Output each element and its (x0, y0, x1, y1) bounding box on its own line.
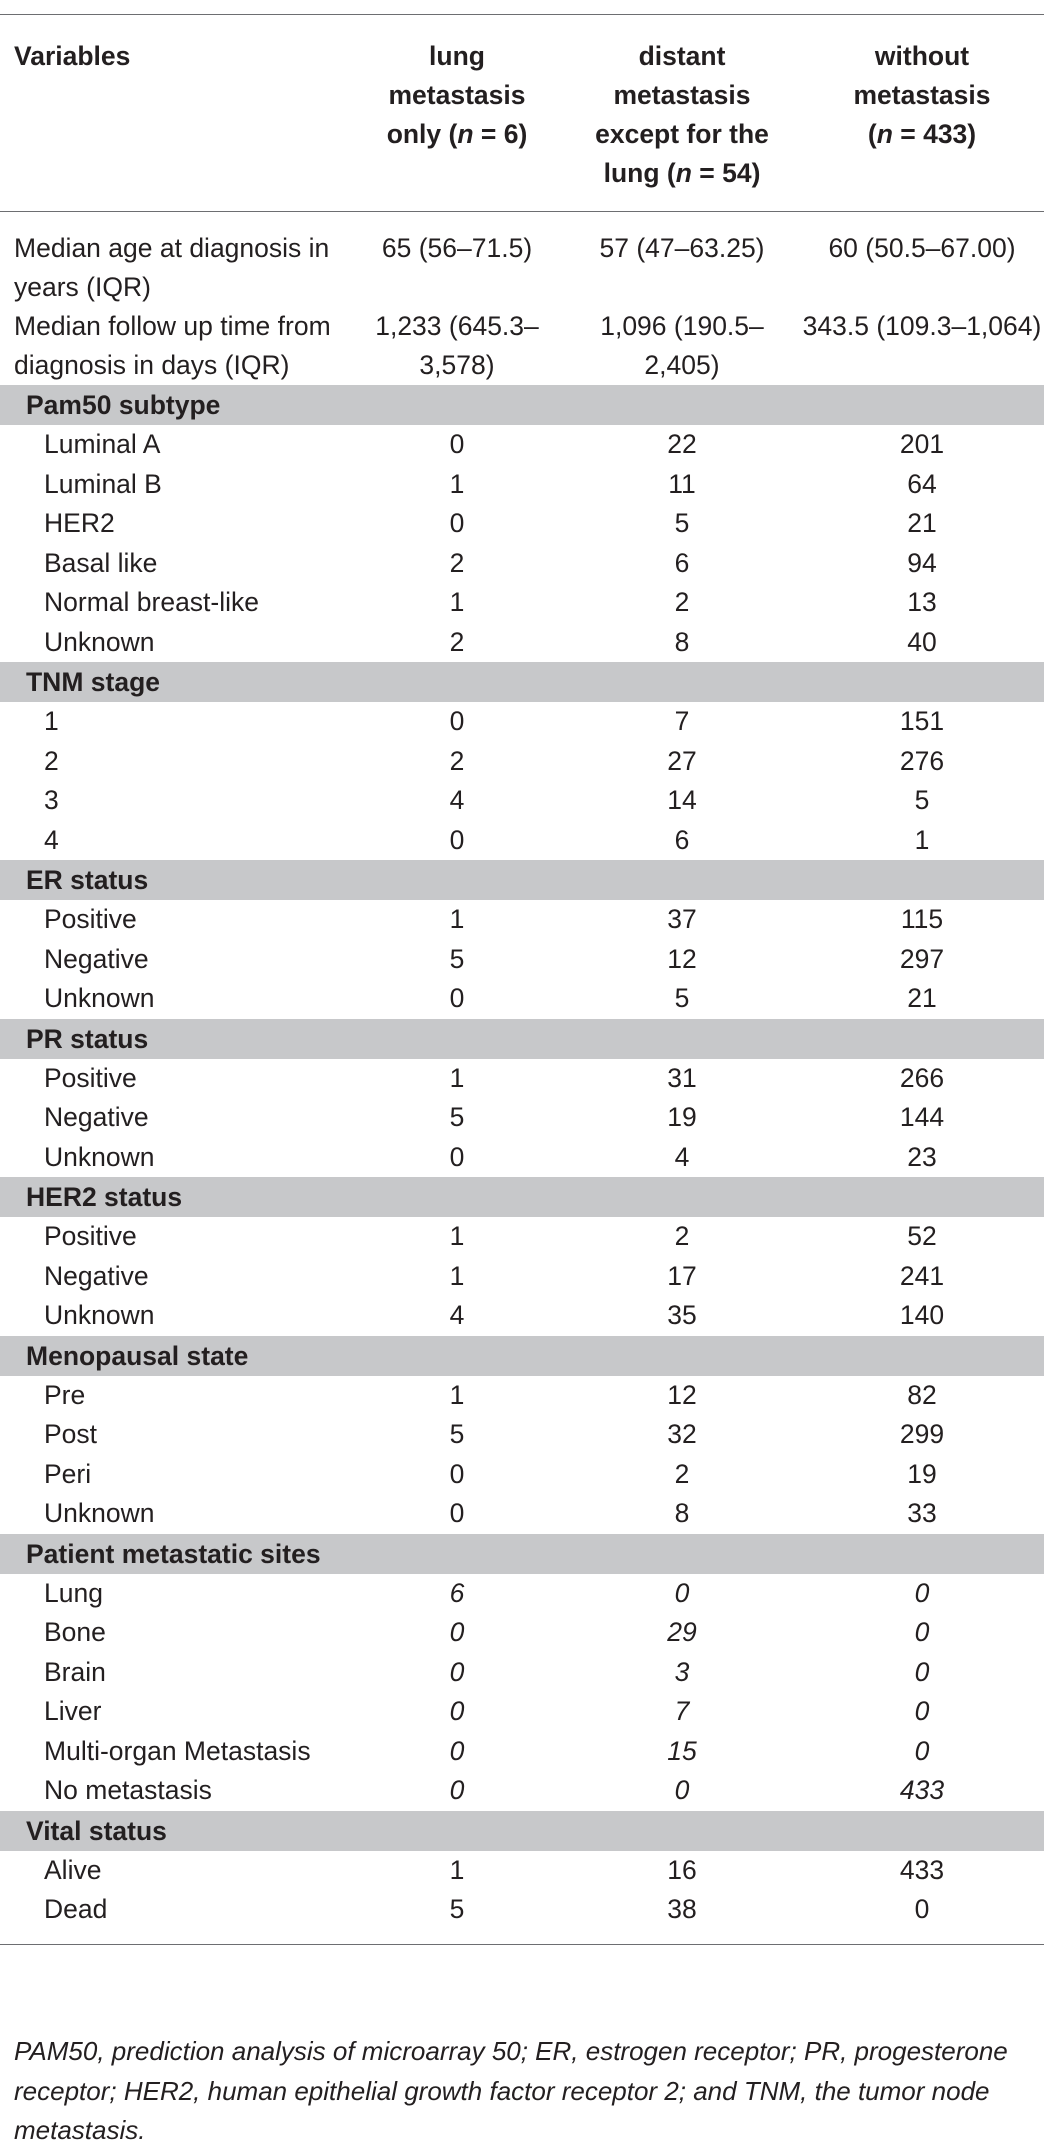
cell-lung-only: 1 (449, 468, 465, 499)
section-header-row (0, 1336, 1044, 1376)
cell-lung-only: 2 (449, 745, 465, 776)
cell-lung-only: 0 (449, 429, 465, 459)
cell-without: 266 (899, 1062, 945, 1093)
row-label: Negative (44, 943, 149, 974)
header-lung-only-line: only (n = 6) (386, 119, 528, 149)
cell-lung-only: 1 (449, 904, 465, 934)
cell-lung-only: 0 (449, 1617, 465, 1647)
table-row (0, 1455, 1044, 1495)
cell-lung-only: 5 (449, 1419, 465, 1449)
cell-without: 297 (899, 943, 945, 974)
cell-without: 60 (50.5–67.00) (828, 233, 1016, 263)
row-label: Multi-organ Metastasis (44, 1735, 311, 1766)
cell-lung-only: 0 (449, 983, 465, 1013)
row-label: Brain (44, 1656, 106, 1687)
cell-distant: 2 (674, 1221, 690, 1251)
cell-lung-only: 4 (449, 1300, 465, 1330)
table-row (0, 1653, 1044, 1693)
row-label: Unknown (44, 1498, 155, 1528)
cell-without: 343.5 (109.3–1,064) (802, 311, 1042, 341)
table-row (0, 742, 1044, 782)
cell-lung-only: 1 (449, 1221, 465, 1251)
cell-lung-only: 0 (449, 1775, 465, 1805)
row-label: Positive (44, 1221, 137, 1251)
table-row (0, 979, 1044, 1019)
cell-lung-only: 1 (449, 587, 465, 617)
cell-without: 33 (907, 1498, 937, 1528)
table-row (0, 623, 1044, 663)
row-label: Pre (44, 1379, 86, 1410)
section-title: HER2 status (0, 1177, 1044, 1217)
cell-lung-only: 5 (449, 1102, 465, 1132)
bottom-spacer (0, 1930, 1044, 1945)
cell-lung-only: 0 (449, 1141, 465, 1172)
row-label: Lung (44, 1577, 103, 1608)
section-header-row (0, 385, 1044, 425)
row-label: Luminal B (44, 468, 162, 499)
row-label: 2 (44, 745, 59, 776)
cell-without: 299 (899, 1419, 945, 1449)
cell-distant: 0 (674, 1775, 690, 1805)
cell-without: 433 (899, 1854, 945, 1885)
cell-without: 144 (899, 1102, 945, 1132)
cell-lung-only: 1 (449, 1260, 465, 1291)
row-label: Median follow up time from diagnosis in days (IQR) (14, 311, 331, 380)
header-lung-only (350, 20, 564, 212)
cell-distant: 4 (674, 1141, 690, 1172)
table-row (0, 1494, 1044, 1534)
section-title: Menopausal state (0, 1336, 1044, 1376)
cell-without: 201 (899, 429, 945, 459)
cell-distant: 22 (667, 429, 697, 459)
section-header-row (0, 1019, 1044, 1059)
table-row (0, 1376, 1044, 1416)
row-label: Positive (44, 1062, 137, 1093)
section-title: Pam50 subtype (0, 385, 1044, 425)
table-row (0, 1257, 1044, 1297)
cell-distant: 15 (667, 1735, 697, 1766)
cell-distant: 12 (667, 943, 697, 974)
cell-distant: 1,096 (190.5–2,405) (600, 311, 764, 380)
section-title: Patient metastatic sites (0, 1534, 1044, 1574)
summary-row-followup (0, 307, 1044, 385)
table-row (0, 1732, 1044, 1772)
row-label: Negative (44, 1102, 149, 1132)
cell-without: 115 (900, 904, 944, 934)
cell-distant: 37 (667, 904, 697, 934)
cell-distant: 29 (667, 1617, 697, 1647)
table-row (0, 1613, 1044, 1653)
row-label: 3 (44, 785, 59, 815)
table-row (0, 504, 1044, 544)
cell-distant: 14 (667, 785, 697, 815)
table-row (0, 425, 1044, 465)
n-symbol: n (457, 119, 474, 149)
table-row (0, 702, 1044, 742)
cell-lung-only: 1 (449, 1379, 465, 1410)
cell-distant: 11 (668, 468, 696, 499)
cell-without: 52 (907, 1221, 937, 1251)
table-row (0, 781, 1044, 821)
cell-lung-only: 0 (449, 1498, 465, 1528)
cell-lung-only: 1,233 (645.3–3,578) (375, 311, 539, 380)
row-label: Normal breast-like (44, 587, 260, 617)
cell-lung-only: 0 (449, 1735, 465, 1766)
cell-lung-only: 0 (449, 824, 465, 855)
table-row (0, 1138, 1044, 1178)
header-without-line: without (874, 41, 970, 71)
table-row (0, 583, 1044, 623)
header-distant-line: except for the (595, 119, 769, 149)
header-distant-line: distant (638, 41, 726, 71)
section-title: Vital status (0, 1811, 1044, 1851)
cell-without: 140 (899, 1300, 945, 1330)
cell-lung-only: 1 (449, 1062, 465, 1093)
n-symbol: n (876, 119, 893, 149)
cell-without: 21 (907, 983, 937, 1013)
cell-lung-only: 0 (449, 1696, 465, 1726)
n-symbol: n (675, 158, 692, 188)
section-header-row (0, 860, 1044, 900)
table-row (0, 1217, 1044, 1257)
table-bottom-rule (0, 1930, 1044, 1945)
header-distant (564, 20, 800, 212)
table-row (0, 900, 1044, 940)
row-label: Unknown (44, 626, 155, 657)
row-label: Alive (44, 1854, 102, 1885)
row-label: No metastasis (44, 1775, 212, 1805)
row-label: Basal like (44, 547, 158, 578)
table-footnote: PAM50, prediction analysis of microarray 50; ER, estrogen receptor; PR, progesterone receptor; HER2, human epithelial growth factor receptor 2; and TNM, the tumor node metastasis. (14, 2036, 1008, 2145)
cell-without: 0 (914, 1656, 930, 1687)
cell-lung-only: 0 (449, 1458, 465, 1489)
cell-without: 0 (914, 1696, 930, 1726)
cell-without: 40 (907, 626, 937, 657)
cell-distant: 31 (667, 1062, 697, 1093)
table-row (0, 1296, 1044, 1336)
cell-distant: 16 (667, 1854, 697, 1885)
table-row (0, 1574, 1044, 1614)
cell-without: 276 (899, 745, 945, 776)
header-row (0, 20, 1044, 212)
header-lung-only-line: lung (429, 41, 485, 71)
row-label: Unknown (44, 1300, 155, 1330)
cell-without: 241 (899, 1260, 945, 1291)
section-title: PR status (0, 1019, 1044, 1059)
cell-without: 82 (907, 1379, 937, 1410)
cell-distant: 57 (47–63.25) (599, 233, 765, 263)
row-label: HER2 (44, 508, 115, 538)
cell-distant: 3 (674, 1656, 690, 1687)
cell-distant: 8 (674, 626, 690, 657)
cell-lung-only: 0 (449, 706, 465, 736)
table-row (0, 821, 1044, 861)
cell-lung-only: 6 (449, 1577, 465, 1608)
summary-row-age (0, 212, 1044, 308)
cell-without: 0 (914, 1617, 930, 1647)
row-label: Unknown (44, 1141, 155, 1172)
table-row (0, 940, 1044, 980)
cell-without: 13 (907, 587, 937, 617)
row-label: 1 (44, 706, 59, 736)
table-row (0, 1415, 1044, 1455)
row-label: Positive (44, 904, 137, 934)
table-body (0, 212, 1044, 1945)
header-without-line: (n = 433) (867, 119, 977, 149)
cell-lung-only: 0 (449, 1656, 465, 1687)
table-row (0, 1851, 1044, 1891)
row-label: Median age at diagnosis in years (IQR) (14, 233, 330, 302)
row-label: Liver (44, 1696, 102, 1726)
row-label: Dead (44, 1894, 108, 1924)
header-lung-only-line: metastasis (388, 80, 526, 110)
header-distant-line: metastasis (613, 80, 751, 110)
section-header-row (0, 662, 1044, 702)
cell-lung-only: 5 (449, 1894, 465, 1924)
cell-distant: 2 (674, 1458, 690, 1489)
table-row (0, 465, 1044, 505)
section-header-row (0, 1177, 1044, 1217)
section-header-row (0, 1534, 1044, 1574)
table-row (0, 1692, 1044, 1732)
cell-distant: 8 (674, 1498, 690, 1528)
cell-distant: 27 (667, 745, 697, 776)
row-label: Peri (44, 1458, 92, 1489)
cell-distant: 19 (667, 1102, 697, 1132)
data-table (0, 20, 1044, 1945)
section-title: ER status (0, 860, 1044, 900)
table-row (0, 1098, 1044, 1138)
cell-lung-only: 2 (449, 626, 465, 657)
cell-lung-only: 65 (56–71.5) (381, 233, 533, 263)
cell-without: 0 (914, 1894, 930, 1924)
table-row (0, 544, 1044, 584)
cell-distant: 12 (667, 1379, 697, 1410)
cell-lung-only: 5 (449, 943, 465, 974)
row-label: Negative (44, 1260, 149, 1291)
header-without (800, 20, 1044, 212)
row-label: Unknown (44, 983, 155, 1013)
row-label: Post (44, 1419, 98, 1449)
cell-distant: 32 (667, 1419, 697, 1449)
cell-distant: 7 (674, 706, 690, 736)
top-rule (0, 14, 1044, 15)
cell-without: 0 (914, 1577, 930, 1608)
cell-lung-only: 0 (449, 508, 465, 538)
table-row (0, 1771, 1044, 1811)
header-variables: Variables (14, 41, 131, 71)
section-header-row (0, 1811, 1044, 1851)
row-label: Luminal A (44, 429, 161, 459)
row-label: Bone (44, 1617, 106, 1647)
table-row (0, 1890, 1044, 1930)
cell-without: 23 (907, 1141, 937, 1172)
cell-lung-only: 4 (449, 785, 465, 815)
row-label: 4 (44, 824, 59, 855)
cell-without: 433 (899, 1775, 945, 1805)
cell-lung-only: 2 (449, 547, 465, 578)
cell-without: 5 (914, 785, 930, 815)
cell-distant: 5 (674, 983, 690, 1013)
cell-distant: 7 (674, 1696, 690, 1726)
cell-without: 64 (907, 468, 937, 499)
table-row (0, 1059, 1044, 1099)
cell-without: 0 (914, 1735, 930, 1766)
cell-without: 151 (899, 706, 945, 736)
cell-lung-only: 1 (449, 1854, 465, 1885)
cell-without: 94 (907, 547, 937, 578)
cell-distant: 6 (674, 547, 690, 578)
cell-distant: 2 (674, 587, 690, 617)
cell-distant: 17 (667, 1260, 697, 1291)
cell-distant: 38 (667, 1894, 697, 1924)
cell-distant: 0 (674, 1577, 690, 1608)
header-distant-line: lung (n = 54) (603, 158, 761, 188)
cell-without: 19 (907, 1458, 937, 1489)
cell-distant: 35 (667, 1300, 697, 1330)
section-title: TNM stage (0, 662, 1044, 702)
cell-distant: 6 (674, 824, 690, 855)
header-without-line: metastasis (853, 80, 991, 110)
cell-distant: 5 (674, 508, 690, 538)
cell-without: 1 (914, 824, 930, 855)
cell-without: 21 (907, 508, 937, 538)
